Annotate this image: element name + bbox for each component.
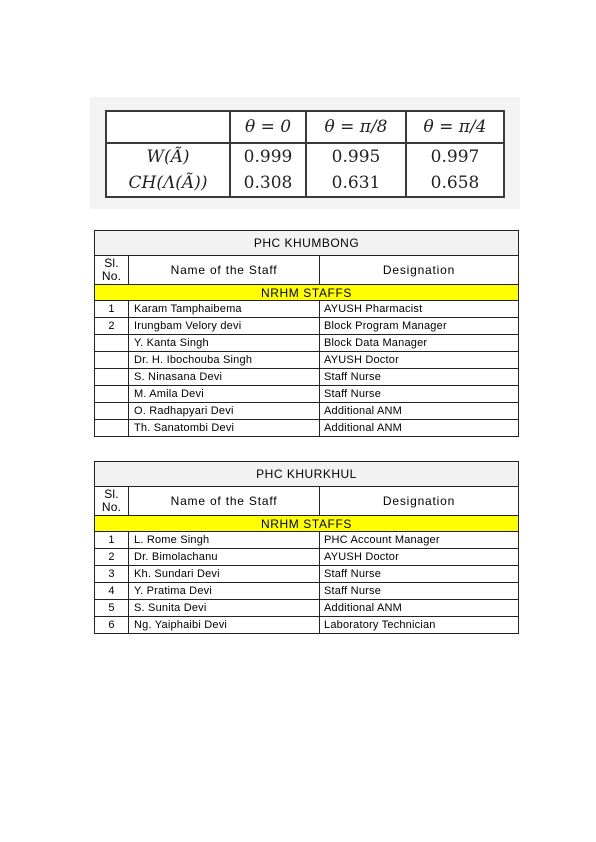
staff-table-khurkhul bbox=[94, 461, 519, 634]
row-no: 5 bbox=[95, 600, 129, 617]
col-header-designation: Designation bbox=[320, 256, 519, 285]
row-name: Dr. Bimolachanu bbox=[129, 549, 320, 566]
math-cell: 0.658 bbox=[406, 170, 504, 197]
row-no bbox=[95, 386, 129, 403]
table-row bbox=[95, 386, 519, 403]
math-row-label: CH(Λ(Ã)) bbox=[106, 170, 230, 197]
math-cell: 0.997 bbox=[406, 143, 504, 170]
section-header: NRHM STAFFS bbox=[95, 285, 519, 301]
table-title: PHC KHUMBONG bbox=[95, 231, 519, 256]
row-designation: PHC Account Manager bbox=[320, 532, 519, 549]
math-table-figure bbox=[90, 97, 520, 209]
row-no: 1 bbox=[95, 532, 129, 549]
row-name: Ng. Yaiphaibi Devi bbox=[129, 617, 320, 634]
table-row bbox=[95, 583, 519, 600]
col-header-sl-no bbox=[95, 487, 129, 516]
staff-table-khumbong bbox=[94, 230, 519, 437]
col-header-no: No. bbox=[101, 269, 122, 283]
row-designation: Additional ANM bbox=[320, 403, 519, 420]
col-header-sl-no bbox=[95, 256, 129, 285]
row-name: S. Sunita Devi bbox=[129, 600, 320, 617]
table-row bbox=[95, 566, 519, 583]
row-name: M. Amila Devi bbox=[129, 386, 320, 403]
row-no bbox=[95, 369, 129, 386]
row-no bbox=[95, 403, 129, 420]
row-no: 3 bbox=[95, 566, 129, 583]
table-row bbox=[95, 420, 519, 437]
row-designation: Staff Nurse bbox=[320, 566, 519, 583]
col-header-sl: Sl. bbox=[104, 487, 119, 501]
row-designation: AYUSH Pharmacist bbox=[320, 301, 519, 318]
row-designation: Additional ANM bbox=[320, 420, 519, 437]
math-cell: 0.995 bbox=[306, 143, 406, 170]
table-row bbox=[95, 301, 519, 318]
col-header-designation: Designation bbox=[320, 487, 519, 516]
math-header-theta-0: θ = 0 bbox=[230, 111, 306, 143]
math-cell: 0.999 bbox=[230, 143, 306, 170]
row-designation: Staff Nurse bbox=[320, 386, 519, 403]
row-name: Irungbam Velory devi bbox=[129, 318, 320, 335]
math-header-blank bbox=[106, 111, 230, 143]
row-no: 2 bbox=[95, 549, 129, 566]
row-no: 2 bbox=[95, 318, 129, 335]
math-cell: 0.631 bbox=[306, 170, 406, 197]
row-name: Y. Kanta Singh bbox=[129, 335, 320, 352]
table-row bbox=[95, 352, 519, 369]
row-no bbox=[95, 420, 129, 437]
math-row-label: W(Ã) bbox=[106, 143, 230, 170]
row-name: Kh. Sundari Devi bbox=[129, 566, 320, 583]
row-name: S. Ninasana Devi bbox=[129, 369, 320, 386]
row-name: L. Rome Singh bbox=[129, 532, 320, 549]
table-row bbox=[95, 318, 519, 335]
row-designation: Block Program Manager bbox=[320, 318, 519, 335]
row-name: Dr. H. Ibochouba Singh bbox=[129, 352, 320, 369]
col-header-name: Name of the Staff bbox=[129, 487, 320, 516]
row-name: Th. Sanatombi Devi bbox=[129, 420, 320, 437]
table-row bbox=[95, 369, 519, 386]
row-no: 4 bbox=[95, 583, 129, 600]
row-name: Y. Pratima Devi bbox=[129, 583, 320, 600]
table-row bbox=[95, 532, 519, 549]
table-row bbox=[95, 549, 519, 566]
row-no bbox=[95, 335, 129, 352]
math-table bbox=[105, 110, 505, 198]
row-designation: Staff Nurse bbox=[320, 583, 519, 600]
col-header-name: Name of the Staff bbox=[129, 256, 320, 285]
section-header: NRHM STAFFS bbox=[95, 516, 519, 532]
col-header-no: No. bbox=[101, 500, 122, 514]
row-designation: Additional ANM bbox=[320, 600, 519, 617]
row-designation: Block Data Manager bbox=[320, 335, 519, 352]
row-name: Karam Tamphaibema bbox=[129, 301, 320, 318]
table-row bbox=[95, 617, 519, 634]
row-designation: Laboratory Technician bbox=[320, 617, 519, 634]
table-row bbox=[95, 335, 519, 352]
math-header-theta-pi4: θ = π/4 bbox=[406, 111, 504, 143]
math-cell: 0.308 bbox=[230, 170, 306, 197]
row-no: 1 bbox=[95, 301, 129, 318]
row-designation: Staff Nurse bbox=[320, 369, 519, 386]
row-no bbox=[95, 352, 129, 369]
col-header-sl: Sl. bbox=[104, 256, 119, 270]
row-name: O. Radhapyari Devi bbox=[129, 403, 320, 420]
row-designation: AYUSH Doctor bbox=[320, 549, 519, 566]
row-designation: AYUSH Doctor bbox=[320, 352, 519, 369]
row-no: 6 bbox=[95, 617, 129, 634]
table-row bbox=[95, 600, 519, 617]
math-header-theta-pi8: θ = π/8 bbox=[306, 111, 406, 143]
table-row bbox=[95, 403, 519, 420]
table-title: PHC KHURKHUL bbox=[95, 462, 519, 487]
